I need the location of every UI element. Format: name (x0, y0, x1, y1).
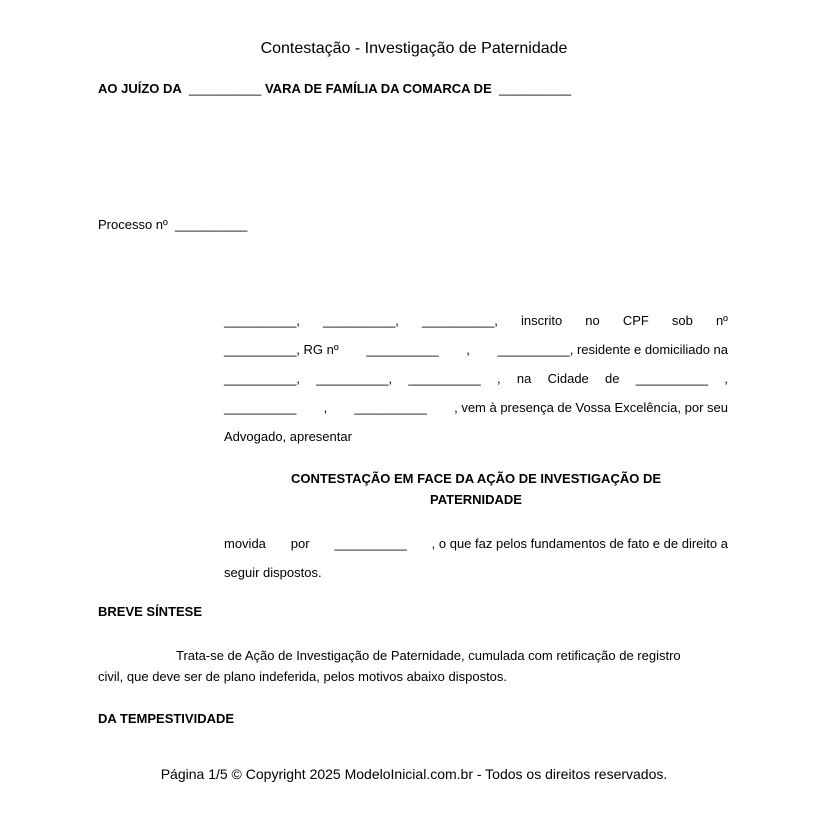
page-header-title: Contestação - Investigação de Paternidade (260, 40, 568, 57)
process-label: Processo nº (98, 217, 168, 232)
movida-paragraph (224, 529, 728, 587)
qual-l2-w3: __________, residente e domiciliado na (497, 342, 728, 357)
process-blank: __________ (175, 217, 248, 232)
breve-sintese-paragraph (98, 645, 728, 687)
page-footer: Página 1/5 © Copyright 2025 ModeloInicial.com.br - Todos os direitos reservados. (160, 766, 668, 782)
qual-l2-w0: __________, RG nº (224, 342, 339, 357)
qualification-line-3 (224, 364, 728, 393)
qual-l3-w8: , (724, 371, 728, 386)
movida-w3: , o que faz pelos fundamentos de fato e de direito a (431, 536, 728, 551)
qual-l3-w5: Cidade (547, 371, 589, 386)
qual-l1-w3: inscrito (521, 313, 563, 328)
sintese-line-1 (98, 645, 728, 666)
movida-w2: __________ (334, 536, 407, 551)
qual-l3-w3: , (496, 371, 501, 386)
qual-l3-w0: __________, (224, 371, 300, 386)
qual-l1-w2: __________, (422, 313, 498, 328)
qual-l1-w6: sob (671, 313, 693, 328)
qual-l3-w7: __________ (635, 371, 709, 386)
qualification-line-4 (224, 393, 728, 422)
document-title-line-1: CONTESTAÇÃO EM FACE DA AÇÃO DE INVESTIGAÇÃO DE (290, 471, 662, 486)
qual-l1-w4: no (585, 313, 600, 328)
movida-w0: movida (224, 536, 266, 551)
movida-w1: por (290, 536, 310, 551)
qualification-line-1 (224, 306, 728, 335)
qual-l4-w2: __________ (354, 400, 427, 415)
court-address (98, 81, 571, 96)
movida-line-1 (224, 529, 728, 558)
court-prefix: AO JUÍZO DA (98, 81, 182, 96)
qual-l3-w4: na (516, 371, 532, 386)
qual-l4-w1: , (323, 400, 328, 415)
qual-l1-w7: nº (715, 313, 728, 328)
qual-l3-w6: de (605, 371, 620, 386)
qual-l5: Advogado, apresentar (224, 429, 352, 444)
qual-l2-w1: __________ (366, 342, 439, 357)
qual-l3-w2: __________ (408, 371, 481, 386)
movida-line-2 (224, 558, 728, 587)
sintese-line-2 (98, 666, 728, 687)
document-title-line-2: PATERNIDADE (430, 492, 522, 507)
qual-l4-w3: , vem à presença de Vossa Excelência, por seu (454, 400, 728, 415)
document-title (224, 468, 728, 510)
process-number (98, 217, 247, 232)
qual-l1-w1: __________, (323, 313, 399, 328)
court-blank-vara: __________ (189, 81, 262, 96)
section-title-tempestividade: DA TEMPESTIVIDADE (98, 711, 235, 726)
section-title-breve-sintese: BREVE SÍNTESE (98, 604, 203, 619)
qual-l4-w0: __________ (224, 400, 297, 415)
qual-l2-w2: , (466, 342, 470, 357)
movida-l2: seguir dispostos. (224, 565, 322, 580)
sintese-l1: Trata-se de Ação de Investigação de Paternidade, cumulada com retificação de registro (176, 648, 681, 663)
qualification-line-5 (224, 422, 728, 451)
court-middle: VARA DE FAMÍLIA DA COMARCA DE (264, 81, 492, 96)
sintese-l2: civil, que deve ser de plano indeferida, pelos motivos abaixo dispostos. (98, 669, 508, 684)
qual-l1-w0: __________, (224, 313, 300, 328)
qualification-line-2 (224, 335, 728, 364)
qual-l3-w1: __________, (316, 371, 393, 386)
party-qualification (224, 306, 728, 451)
qual-l1-w5: CPF (622, 313, 649, 328)
court-blank-comarca: __________ (498, 81, 572, 96)
